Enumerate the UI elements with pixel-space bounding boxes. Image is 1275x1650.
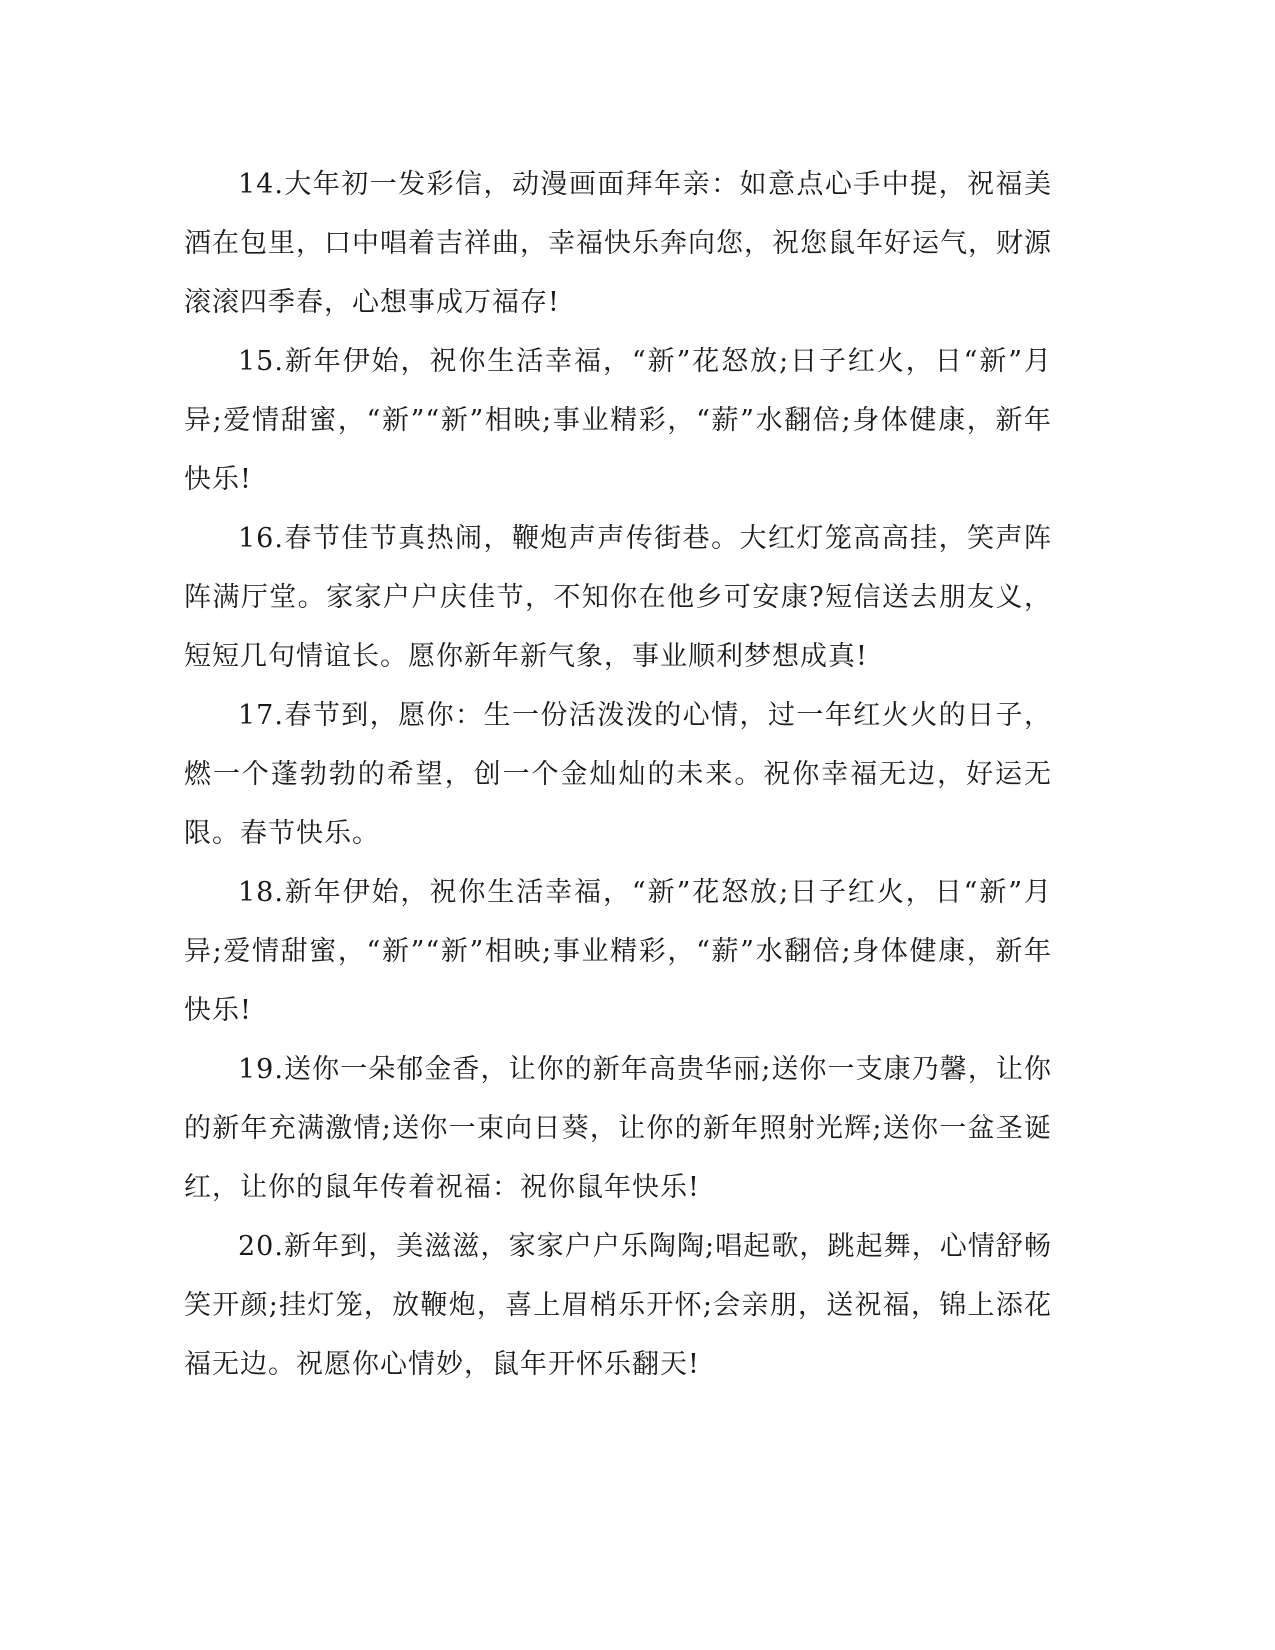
paragraph-16: 16.春节佳节真热闹，鞭炮声声传街巷。大红灯笼高高挂，笑声阵阵满厅堂。家家户户庆佳节，不知你在他乡可安康?短信送去朋友义，短短几句情谊长。愿你新年新气象，事业顺利梦想成真!: [184, 523, 1052, 672]
paragraph-14: 14.大年初一发彩信，动漫画面拜年亲：如意点心手中提，祝福美酒在包里，口中唱着吉祥曲，幸福快乐奔向您，祝您鼠年好运气，财源滚滚四季春，心想事成万福存!: [184, 169, 1052, 318]
paragraph-15: 15.新年伊始，祝你生活幸福，“新”花怒放;日子红火，日“新”月异;爱情甜蜜，“新”“新”相映;事业精彩，“薪”水翻倍;身体健康，新年快乐!: [184, 346, 1052, 495]
paragraph-18: 18.新年伊始，祝你生活幸福，“新”花怒放;日子红火，日“新”月异;爱情甜蜜，“新”“新”相映;事业精彩，“薪”水翻倍;身体健康，新年快乐!: [184, 877, 1052, 1026]
paragraph-17: 17.春节到，愿你：生一份活泼泼的心情，过一年红火火的日子，燃一个蓬勃勃的希望，创一个金灿灿的未来。祝你幸福无边，好运无限。春节快乐。: [184, 700, 1052, 849]
paragraph-20: 20.新年到，美滋滋，家家户户乐陶陶;唱起歌，跳起舞，心情舒畅笑开颜;挂灯笼，放鞭炮，喜上眉梢乐开怀;会亲朋，送祝福，锦上添花福无边。祝愿你心情妙，鼠年开怀乐翻天!: [184, 1231, 1052, 1380]
paragraph-19: 19.送你一朵郁金香，让你的新年高贵华丽;送你一支康乃馨，让你的新年充满激情;送你一束向日葵，让你的新年照射光辉;送你一盆圣诞红，让你的鼠年传着祝福：祝你鼠年快乐!: [184, 1054, 1052, 1203]
document-body: [184, 155, 1052, 1394]
